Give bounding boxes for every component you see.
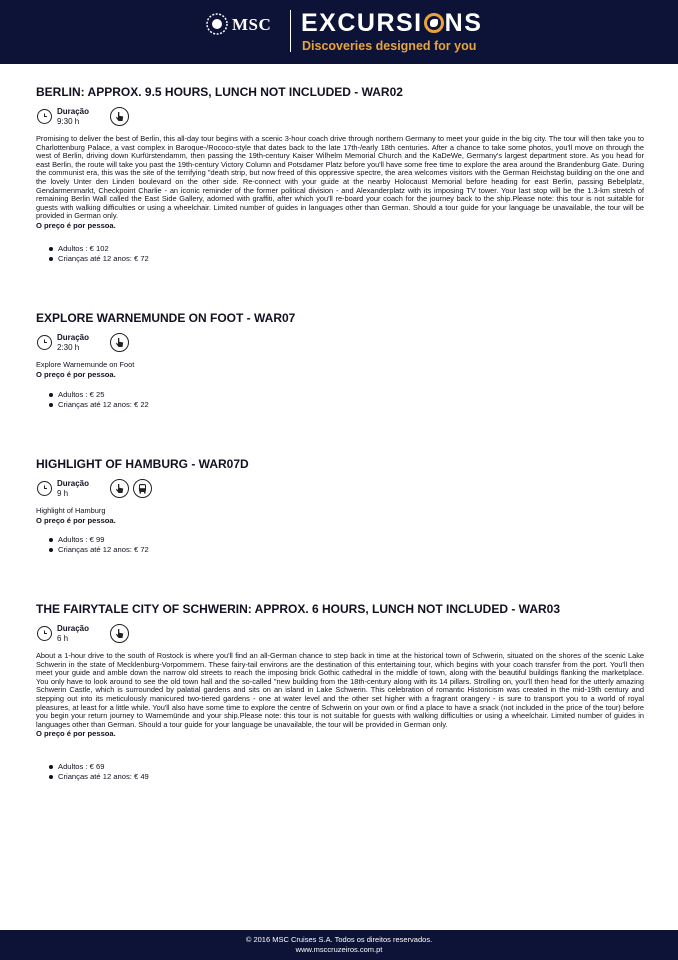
duration-value: 9 h <box>57 489 69 498</box>
footer <box>0 930 678 960</box>
header-banner <box>0 0 678 64</box>
clock-icon <box>37 335 52 350</box>
price-adult: Adultos : € 25 <box>49 390 149 400</box>
globe-icon <box>424 13 444 33</box>
tour-description: About a 1-hour drive to the south of Rostock is where you'll find an all-German chance to step back in time at the historical town of Schwerin, situated on the shores of the scenic Lake Schwerin in the state of Mecklenburg-Vorpommern. These fairy-tail environs are the destination of this entertaining tour, which begins with your coach transfer from the port. You'll then meet your guide and amble down the narrow old streets to reach the imposing brick Gothic cathedral in the middle of town, along with the beautiful buildings flanking the marketplace. You only have to look around to see the old town hall and the so-called "new building from the 18th-century along with its 14 pillars. Strolling on, you'll then head for the utterly amazing Schwerin Castle, which is surrounded by palatial gardens and sits on an island in Lake Schwerin. This celebration of romantic Historicism was created in the mid-19th century and stepping out into its meticulously manicured two-tiered gardens - one at water level and the other set higher with a fragrant orangery - is sure to transport you to a world of royal pleasures, at least for a little while. You'll also have some time to explore the centre of Schwerin on your own or find a place to have a snack (not included in the price of the tour) before you begin your return journey to Warnemünde and your ship.Please note: this tour is not suitable for guests with walking difficulties or using a wheelchair. Limited number of guides in languages other than German. Should a tour guide for your language be unavailable, the tour will be provided in German only. <box>36 651 644 729</box>
tour-section <box>36 85 644 230</box>
price-note: O preço é por pessoa. <box>36 515 116 525</box>
brand-excursions-end: NS <box>444 9 483 37</box>
duration-label: Duração <box>57 107 90 116</box>
walking-hand-icon <box>110 479 129 498</box>
price-child: Crianças até 12 anos: € 72 <box>49 254 149 264</box>
tour-title: HIGHLIGHT OF HAMBURG - WAR07D <box>36 457 249 471</box>
tour-section <box>36 602 644 738</box>
price-note: O preço é por pessoa. <box>36 369 116 379</box>
price-adult: Adultos : € 99 <box>49 535 149 545</box>
duration-value: 2:30 h <box>57 343 80 352</box>
duration-value: 6 h <box>57 634 69 643</box>
price-note: O preço é por pessoa. <box>36 729 116 739</box>
brand-excursions-start: EXCURSI <box>301 9 423 37</box>
tour-meta <box>36 479 644 501</box>
price-child: Crianças até 12 anos: € 22 <box>49 400 149 410</box>
walking-hand-icon <box>110 107 129 126</box>
tour-meta <box>36 333 644 355</box>
price-list <box>49 390 149 409</box>
duration-label: Duração <box>57 624 90 633</box>
duration-label: Duração <box>57 333 90 342</box>
tour-section <box>36 311 644 379</box>
bus-icon <box>133 479 152 498</box>
tour-meta <box>36 107 644 129</box>
clock-icon <box>37 481 52 496</box>
price-note: O preço é por pessoa. <box>36 220 116 230</box>
clock-icon <box>37 626 52 641</box>
brand-msc: MSC <box>232 15 272 34</box>
tour-section <box>36 457 644 525</box>
tour-description: Promising to deliver the best of Berlin, this all-day tour begins with a scenic 3-hour coach drive through northern Germany to meet your guide in the big city. The tour will then take you to Charlottenburg Palace, a vast complex in Baroque-/Rococo-style that dates back to the late 17th-/early 18th centuries. After a chance to take some photos, you'll move on through the west of Berlin, driving down Kurfürstendamm, then passing the 19th-century Kaiser Wilhelm Memorial Church and the KaDeWe, Germany's largest department store. As you head for east Berlin, the route will take you past the 19th-century Victory Column and Potsdamer Platz before you'll have some free time to explore the area around the Brandenburg Gate. During the communist era, this was the site of the terrifying "death strip, but now freed of this oppressive spectre, the area welcomes visitors with the German Reichstag building on the one and the lovely Unter den Linden boulevard on the other side. Re-connect with your guide at the nearby Holocaust Memorial before heading for east Berlin, passing Bebelplatz, Gendarmenmarkt, Checkpoint Charlie - an iconic reminder of the former political division - and Alexanderplatz with its imposing TV tower. Your last stop will be the 1.3-km stretch of remaining Berlin Wall called the East Side Gallery, adorned with graffiti, after which you'll re-board your coach for the journey back to the ship.Please note: this tour is not suitable for guests with walking difficulties or using a wheelchair. Limited number of guides in languages other than German. Should a tour guide for your language be unavailable, the tour will be provided in German only. <box>36 134 644 221</box>
price-child: Crianças até 12 anos: € 49 <box>49 772 149 782</box>
price-list <box>49 762 149 781</box>
brand-excursions <box>301 9 482 38</box>
tour-description: Explore Warnemunde on Foot <box>36 360 135 369</box>
price-list <box>49 244 149 263</box>
tour-meta <box>36 624 644 646</box>
price-adult: Adultos : € 102 <box>49 244 149 254</box>
duration-value: 9:30 h <box>57 117 80 126</box>
walking-hand-icon <box>110 624 129 643</box>
price-list <box>49 535 149 554</box>
tour-title: EXPLORE WARNEMUNDE ON FOOT - WAR07 <box>36 311 296 325</box>
footer-website-link[interactable]: www.msccruzeiros.com.pt <box>295 944 383 954</box>
price-adult: Adultos : € 69 <box>49 762 149 772</box>
walking-hand-icon <box>110 333 129 352</box>
clock-icon <box>37 109 52 124</box>
brand-tagline: Discoveries designed for you <box>302 39 477 53</box>
tour-title: THE FAIRYTALE CITY OF SCHWERIN: APPROX. 6 HOURS, LUNCH NOT INCLUDED - WAR03 <box>36 602 561 616</box>
msc-emblem-icon <box>205 12 229 36</box>
duration-label: Duração <box>57 479 90 488</box>
brand-divider <box>290 10 291 52</box>
footer-copyright: © 2016 MSC Cruises S.A. Todos os direitos reservados. <box>245 935 433 944</box>
tour-description: Highlight of Hamburg <box>36 506 106 515</box>
tour-title: BERLIN: APPROX. 9.5 HOURS, LUNCH NOT INCLUDED - WAR02 <box>36 85 403 99</box>
price-child: Crianças até 12 anos: € 72 <box>49 545 149 555</box>
